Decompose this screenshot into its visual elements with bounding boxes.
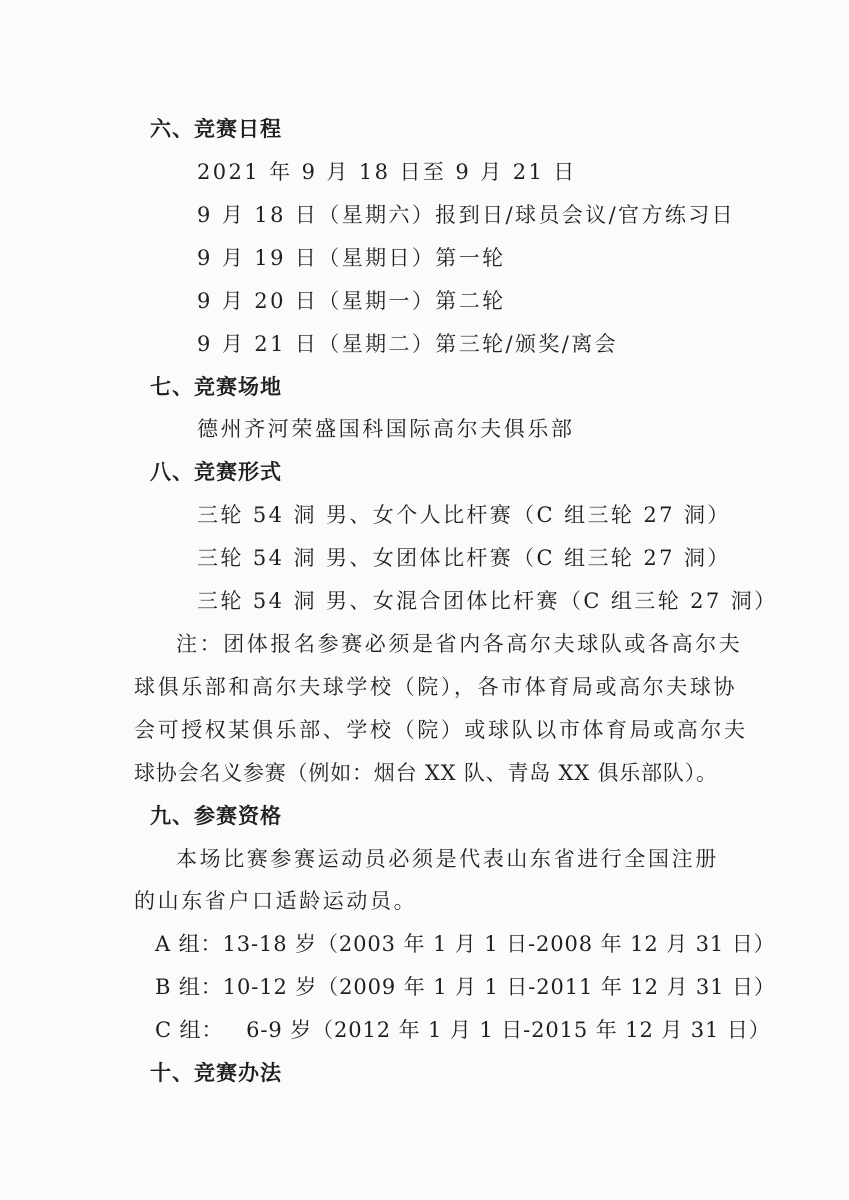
eligibility-group-c: C 组： 6-9 岁（2012 年 1 月 1 日-2015 年 12 月 31 日） xyxy=(155,1018,771,1042)
schedule-day-4: 9 月 21 日（星期二）第三轮/颁奖/离会 xyxy=(197,332,619,356)
note-line-2: 球俱乐部和高尔夫球学校（院），各市体育局或高尔夫球协 xyxy=(134,675,738,699)
schedule-day-2: 9 月 19 日（星期日）第一轮 xyxy=(197,246,506,270)
note-line-3: 会可授权某俱乐部、学校（院）或球队以市体育局或高尔夫 xyxy=(134,718,748,742)
note-line-1: 注：团体报名参赛必须是省内各高尔夫球队或各高尔夫 xyxy=(176,632,743,656)
note-line-4: 球协会名义参赛（例如：烟台 XX 队、青岛 XX 俱乐部队）。 xyxy=(134,761,718,785)
format-individual: 三轮 54 洞 男、女个人比杆赛（C 组三轮 27 洞） xyxy=(197,503,731,527)
eligibility-group-b: B 组：10-12 岁（2009 年 1 月 1 日-2011 年 12 月 31 日） xyxy=(155,975,776,999)
venue-name: 德州齐河荣盛国科国际高尔夫俱乐部 xyxy=(197,417,575,441)
section-heading-eligibility: 九、参赛资格 xyxy=(150,804,282,828)
schedule-day-1: 9 月 18 日（星期六）报到日/球员会议/官方练习日 xyxy=(197,203,736,227)
schedule-day-3: 9 月 20 日（星期一）第二轮 xyxy=(197,289,506,313)
eligibility-para-line-1: 本场比赛参赛运动员必须是代表山东省进行全国注册 xyxy=(176,847,719,871)
section-heading-schedule: 六、竞赛日程 xyxy=(150,117,282,141)
format-team: 三轮 54 洞 男、女团体比杆赛（C 组三轮 27 洞） xyxy=(197,546,731,570)
section-heading-venue: 七、竞赛场地 xyxy=(150,375,282,399)
format-mixed-team: 三轮 54 洞 男、女混合团体比杆赛（C 组三轮 27 洞） xyxy=(197,589,778,613)
eligibility-para-line-2: 的山东省户口适龄运动员。 xyxy=(134,889,418,913)
section-heading-rules: 十、竞赛办法 xyxy=(150,1061,282,1085)
eligibility-group-a: A 组：13-18 岁（2003 年 1 月 1 日-2008 年 12 月 31 日） xyxy=(155,932,776,956)
section-heading-format: 八、竞赛形式 xyxy=(150,460,282,484)
schedule-date-range: 2021 年 9 月 18 日至 9 月 21 日 xyxy=(197,160,577,184)
